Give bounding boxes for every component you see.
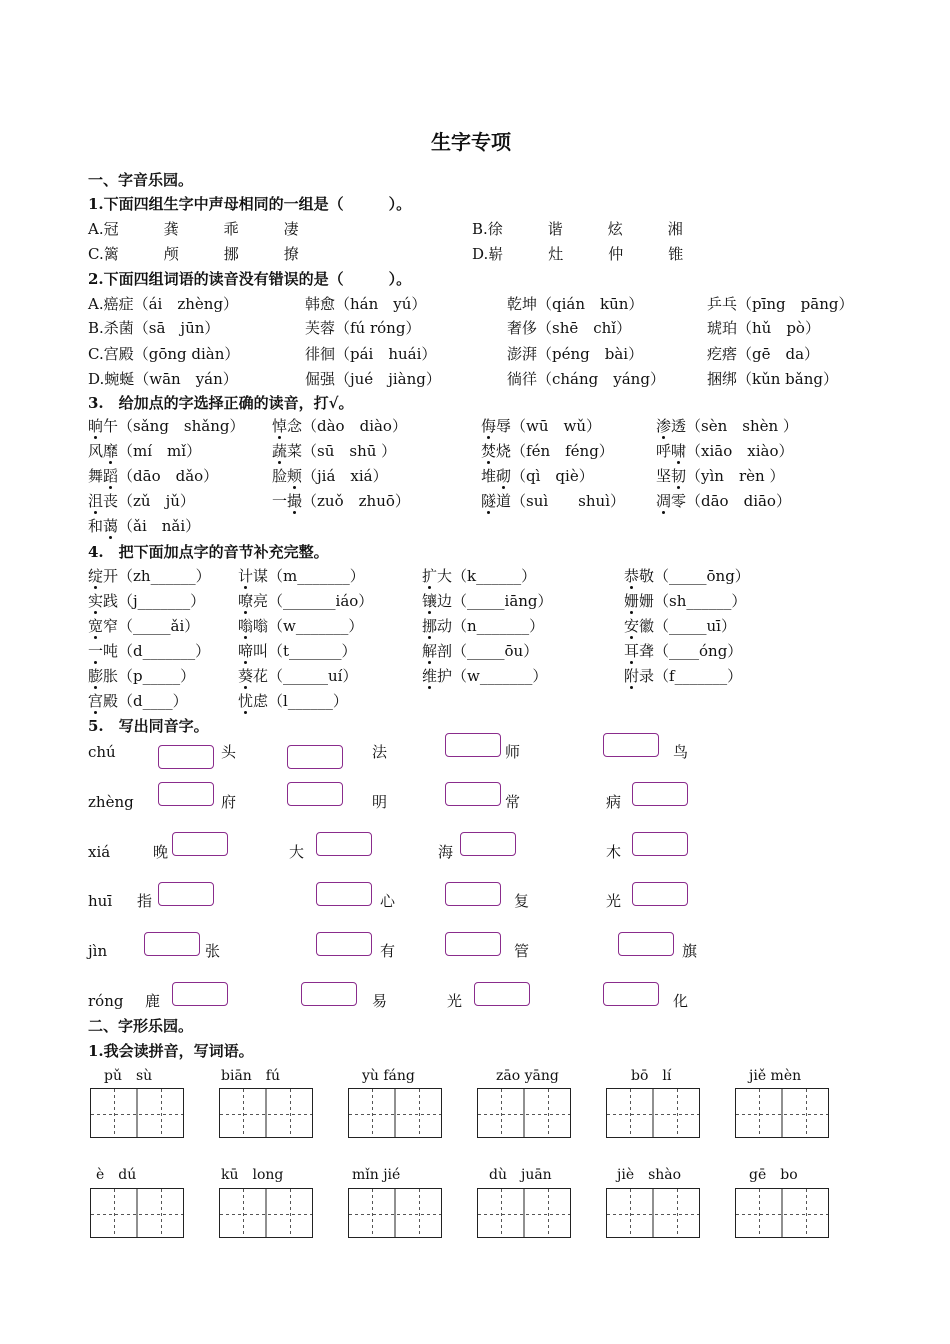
q3-char: 脸 [272,467,288,485]
q2-item: C.宫殿（gōng diàn） [88,345,240,363]
q4-blank-text: 殿（d____） [103,692,188,710]
q4-dotted-char: 嘹 [238,592,254,610]
q5-answer-box[interactable] [287,745,343,769]
q2-item: 徘徊（pái huái） [305,345,437,363]
q3-item [88,441,201,461]
q5-answer-box[interactable] [474,982,530,1006]
q4-dotted-char: 绽 [88,567,104,585]
pinyin-label: dù juān [489,1167,552,1183]
q3-dotted-char: 蹈 [103,467,119,485]
q4-item [422,591,553,611]
q5-pinyin: zhèng [88,793,134,811]
writing-grid[interactable] [606,1088,700,1138]
q3-reading: （mí mǐ） [118,442,202,460]
q1-option-c: C.篱 颅 挪 撩 [88,245,299,263]
q5-char: 海 [438,843,454,861]
q4-item [88,666,195,686]
q5-char: 法 [372,743,388,761]
q3-char: 一 [272,492,288,510]
q4-blank-text: 虑（l______） [253,692,348,710]
q4-dotted-char: 挪 [422,617,438,635]
q3-item [481,466,594,486]
q5-text: 5. 写出同音字。 [88,717,209,735]
q4-dotted-char: 恭 [624,567,640,585]
writing-grid[interactable] [606,1188,700,1238]
q4-item [238,691,348,711]
q5-answer-box[interactable] [316,882,372,906]
q4-blank-text: 敬（_____ōng） [639,567,750,585]
q3-char: 呼 [656,442,672,460]
q3-reading: 菜（sū shū ） [287,442,397,460]
q5-answer-box[interactable] [603,733,659,757]
q3-item [272,466,388,486]
q5-char: 易 [372,992,388,1010]
q4-dotted-char: 膨 [88,667,104,685]
q3-dotted-char: 砌 [496,467,512,485]
writing-grid[interactable] [348,1088,442,1138]
q3-dotted-char: 隧 [481,492,497,510]
pinyin-label: pǔ sù [104,1068,153,1084]
q4-item [624,641,742,661]
q3-reading: 丧（zǔ jǔ） [103,492,195,510]
q4-item [422,641,538,661]
q3-dotted-char: 渗 [656,417,672,435]
pinyin-label: jiè shào [617,1167,682,1183]
q5-char: 常 [505,793,521,811]
q2-item: D.蜿蜒（wān yán） [88,370,238,388]
q3-char: 和 [88,517,104,535]
part1-heading: 一、字音乐园。 [88,171,194,189]
q4-dotted-char: 啼 [238,642,254,660]
q3-dotted-char: 悼 [272,417,288,435]
q5-answer-box[interactable] [172,832,228,856]
q4-blank-text: 窄（_____ǎi） [103,617,200,635]
q5-char: 鹿 [145,992,161,1010]
q4-blank-text: 花（______uí） [253,667,358,685]
q5-char: 头 [221,743,237,761]
q4-dotted-char: 安 [624,617,640,635]
q3-reading: （xiāo xiào） [686,442,794,460]
q3-dotted-char: 晌 [88,417,104,435]
q4-dotted-char: 附 [624,667,640,685]
writing-grid[interactable] [735,1188,829,1238]
q5-answer-box[interactable] [158,745,214,769]
q4-blank-text: 嗡（w_______） [253,617,364,635]
q5-char: 光 [606,892,622,910]
q4-blank-text: 开（zh______） [103,567,211,585]
q2-item: 芙蓉（fú róng） [305,319,421,337]
q5-answer-box[interactable] [445,782,501,806]
q5-answer-box[interactable] [172,982,228,1006]
q3-dotted-char: 颊 [287,467,303,485]
q2-text: 2.下面四组词语的读音没有错误的是（ ）。 [88,270,412,288]
q4-dotted-char: 忧 [238,692,254,710]
q3-item [88,516,200,536]
q5-char: 明 [372,793,388,811]
q4-blank-text: 谋（m_______） [253,567,365,585]
q3-reading: 念（dào diào） [287,417,407,435]
q5-char: 病 [606,793,622,811]
q3-item [656,441,794,461]
q1-option-a: A.冠 龚 乖 凄 [88,220,299,238]
writing-grid[interactable] [477,1088,571,1138]
q2-item: 韩愈（hán yú） [305,295,427,313]
q3-reading: 午（sǎng shǎng） [103,417,245,435]
q5-answer-box[interactable] [445,882,501,906]
q4-blank-text: 徽（_____uī） [639,617,736,635]
q5-answer-box[interactable] [144,932,200,956]
q2-item: 奢侈（shē chǐ） [507,319,632,337]
q2-item: 琥珀（hǔ pò） [707,319,820,337]
q5-char: 旗 [682,942,698,960]
q3-item [481,441,614,461]
q5-answer-box[interactable] [158,782,214,806]
q3-dotted-char: 凋 [656,492,672,510]
q1-option-b: B.徐 谐 炫 湘 [472,220,683,238]
q5-char: 师 [505,743,521,761]
q5-answer-box[interactable] [632,882,688,906]
writing-grid[interactable] [477,1188,571,1238]
q5-pinyin: chú [88,743,116,761]
pinyin-label: zāo yāng [496,1068,559,1084]
writing-grid[interactable] [90,1088,184,1138]
q5-char: 大 [289,843,305,861]
q4-blank-text: 叫（t_______） [253,642,357,660]
q3-item [656,416,798,436]
q5-answer-box[interactable] [301,982,357,1006]
q4-item [88,591,205,611]
q3-char: 堆 [481,467,497,485]
q3-reading: （yìn rèn ） [686,467,785,485]
q3-reading: 辱（wū wǔ） [496,417,602,435]
q4-item [88,566,211,586]
q4-dotted-char: 一 [88,642,104,660]
pinyin-label: kū long [221,1167,284,1183]
q5-answer-box[interactable] [603,982,659,1006]
q4-dotted-char: 解 [422,642,438,660]
q3-dotted-char: 沮 [88,492,104,510]
q3-dotted-char: 韧 [671,467,687,485]
q4-dotted-char: 扩 [422,567,438,585]
q4-item [422,616,544,636]
q5-answer-box[interactable] [158,882,214,906]
q4-dotted-char: 计 [238,567,254,585]
writing-grid[interactable] [348,1188,442,1238]
q3-char: 坚 [656,467,672,485]
q4-dotted-char: 镶 [422,592,438,610]
q5-char: 张 [205,942,221,960]
q4-blank-text: 吨（d_______） [103,642,211,660]
q4-blank-text: 边（_____iāng） [437,592,553,610]
q4-blank-text: 录（f_______） [639,667,743,685]
q5-answer-box[interactable] [632,782,688,806]
q3-reading: 烧（fén féng） [496,442,614,460]
q4-blank-text: 践（j_______） [103,592,206,610]
pinyin-label: è dú [96,1167,137,1183]
q4-text: 4. 把下面加点字的音节补充完整。 [88,543,329,561]
q5-answer-box[interactable] [445,733,501,757]
q3-item [656,466,784,486]
q3-item [88,416,244,436]
q4-item [88,616,199,636]
writing-grid[interactable] [219,1088,313,1138]
q4-blank-text: 姗（sh______） [639,592,747,610]
pinyin-label: biān fú [221,1068,281,1084]
q5-pinyin: róng [88,992,124,1010]
q3-reading: 道（suì shuì） [496,492,625,510]
q4-blank-text: 聋（____óng） [639,642,743,660]
q5-char: 化 [673,992,689,1010]
q5-char: 光 [447,992,463,1010]
q2-item: 倔强（jué jiàng） [305,370,441,388]
q3-char: 舞 [88,467,104,485]
q5-pinyin: xiá [88,843,111,861]
q3-dotted-char: 侮 [481,417,497,435]
q2-item: 乒乓（pīng pāng） [707,295,854,313]
q3-reading: （zuǒ zhuō） [302,492,410,510]
p2-q1-text: 1.我会读拼音，写词语。 [88,1042,254,1060]
q4-blank-text: 胀（p_____） [103,667,196,685]
q5-char: 府 [221,793,237,811]
q4-item [88,641,210,661]
q4-dotted-char: 宫 [88,692,104,710]
q4-dotted-char: 实 [88,592,104,610]
q4-item [624,591,746,611]
q5-pinyin: jìn [88,942,108,960]
q1-option-d: D.崭 灶 仲 锥 [472,245,684,263]
q3-reading: 零（dāo diāo） [671,492,791,510]
q3-item [272,491,410,511]
q1-text: 1.下面四组生字中声母相同的一组是（ ）。 [88,195,412,213]
q4-item [238,591,373,611]
q4-blank-text: 大（k______） [437,567,537,585]
q3-item [272,441,396,461]
q4-item [238,616,363,636]
q4-dotted-char: 姗 [624,592,640,610]
q4-item [624,666,742,686]
q4-item [422,566,536,586]
writing-grid[interactable] [219,1188,313,1238]
q3-dotted-char: 啸 [671,442,687,460]
q4-blank-text: 护（w_______） [437,667,548,685]
q2-item: 捆绑（kǔn bǎng） [707,370,838,388]
q4-item [624,616,736,636]
q5-char: 管 [514,942,530,960]
part2-heading: 二、字形乐园。 [88,1017,194,1035]
q5-answer-box[interactable] [618,932,674,956]
q5-answer-box[interactable] [460,832,516,856]
q5-char: 指 [137,892,153,910]
q4-blank-text: 动（n_______） [437,617,545,635]
q3-item [88,466,218,486]
q4-item [238,666,357,686]
writing-grid[interactable] [90,1188,184,1238]
q3-dotted-char: 蔼 [103,517,119,535]
q3-item [272,416,407,436]
q4-dotted-char: 宽 [88,617,104,635]
pinyin-label: jiě mèn [749,1068,802,1084]
q4-dotted-char: 葵 [238,667,254,685]
q4-blank-text: 剖（_____ōu） [437,642,539,660]
q4-item [624,566,750,586]
q4-blank-text: 亮（_______iáo） [253,592,374,610]
q3-char: 风 [88,442,104,460]
writing-grid[interactable] [735,1088,829,1138]
q5-answer-box[interactable] [632,832,688,856]
pinyin-label: gē bo [749,1167,798,1183]
q4-dotted-char: 维 [422,667,438,685]
pinyin-label: bō lí [631,1068,672,1084]
q5-answer-box[interactable] [445,932,501,956]
q3-item [481,416,601,436]
q5-answer-box[interactable] [316,932,372,956]
q4-dotted-char: 耳 [624,642,640,660]
q3-item [481,491,625,511]
q4-item [422,666,547,686]
q5-answer-box[interactable] [316,832,372,856]
q5-pinyin: huī [88,892,113,910]
q3-dotted-char: 焚 [481,442,497,460]
q3-reading: （qì qiè） [511,467,594,485]
q3-dotted-char: 靡 [103,442,119,460]
q5-answer-box[interactable] [287,782,343,806]
q3-reading: 透（sèn shèn ） [671,417,798,435]
q4-item [88,691,188,711]
q3-dotted-char: 蔬 [272,442,288,460]
q5-char: 晚 [153,843,169,861]
q2-item: A.癌症（ái zhèng） [88,295,239,313]
q5-char: 木 [606,843,622,861]
q2-item: 疙瘩（gē da） [707,345,820,363]
q3-item [656,491,791,511]
page-title: 生字专项 [431,130,511,154]
pinyin-label: yù fáng [362,1068,415,1084]
q3-reading: （jiá xiá） [302,467,388,485]
q3-reading: （ǎi nǎi） [118,517,201,535]
q4-dotted-char: 嗡 [238,617,254,635]
q5-char: 心 [380,892,396,910]
q5-char: 鸟 [673,743,689,761]
q5-char: 有 [380,942,396,960]
q4-item [238,566,365,586]
q3-dotted-char: 撮 [287,492,303,510]
q5-char: 复 [514,892,530,910]
q2-item: 徜徉（cháng yáng） [507,370,665,388]
q2-item: 澎湃（péng bài） [507,345,644,363]
q4-item [238,641,357,661]
pinyin-label: mǐn jié [352,1167,401,1183]
q3-reading: （dāo dǎo） [118,467,219,485]
q2-item: B.杀菌（sā jūn） [88,319,220,337]
q3-item [88,491,195,511]
q3-text: 3. 给加点的字选择正确的读音，打√。 [88,394,354,412]
q2-item: 乾坤（qián kūn） [507,295,644,313]
